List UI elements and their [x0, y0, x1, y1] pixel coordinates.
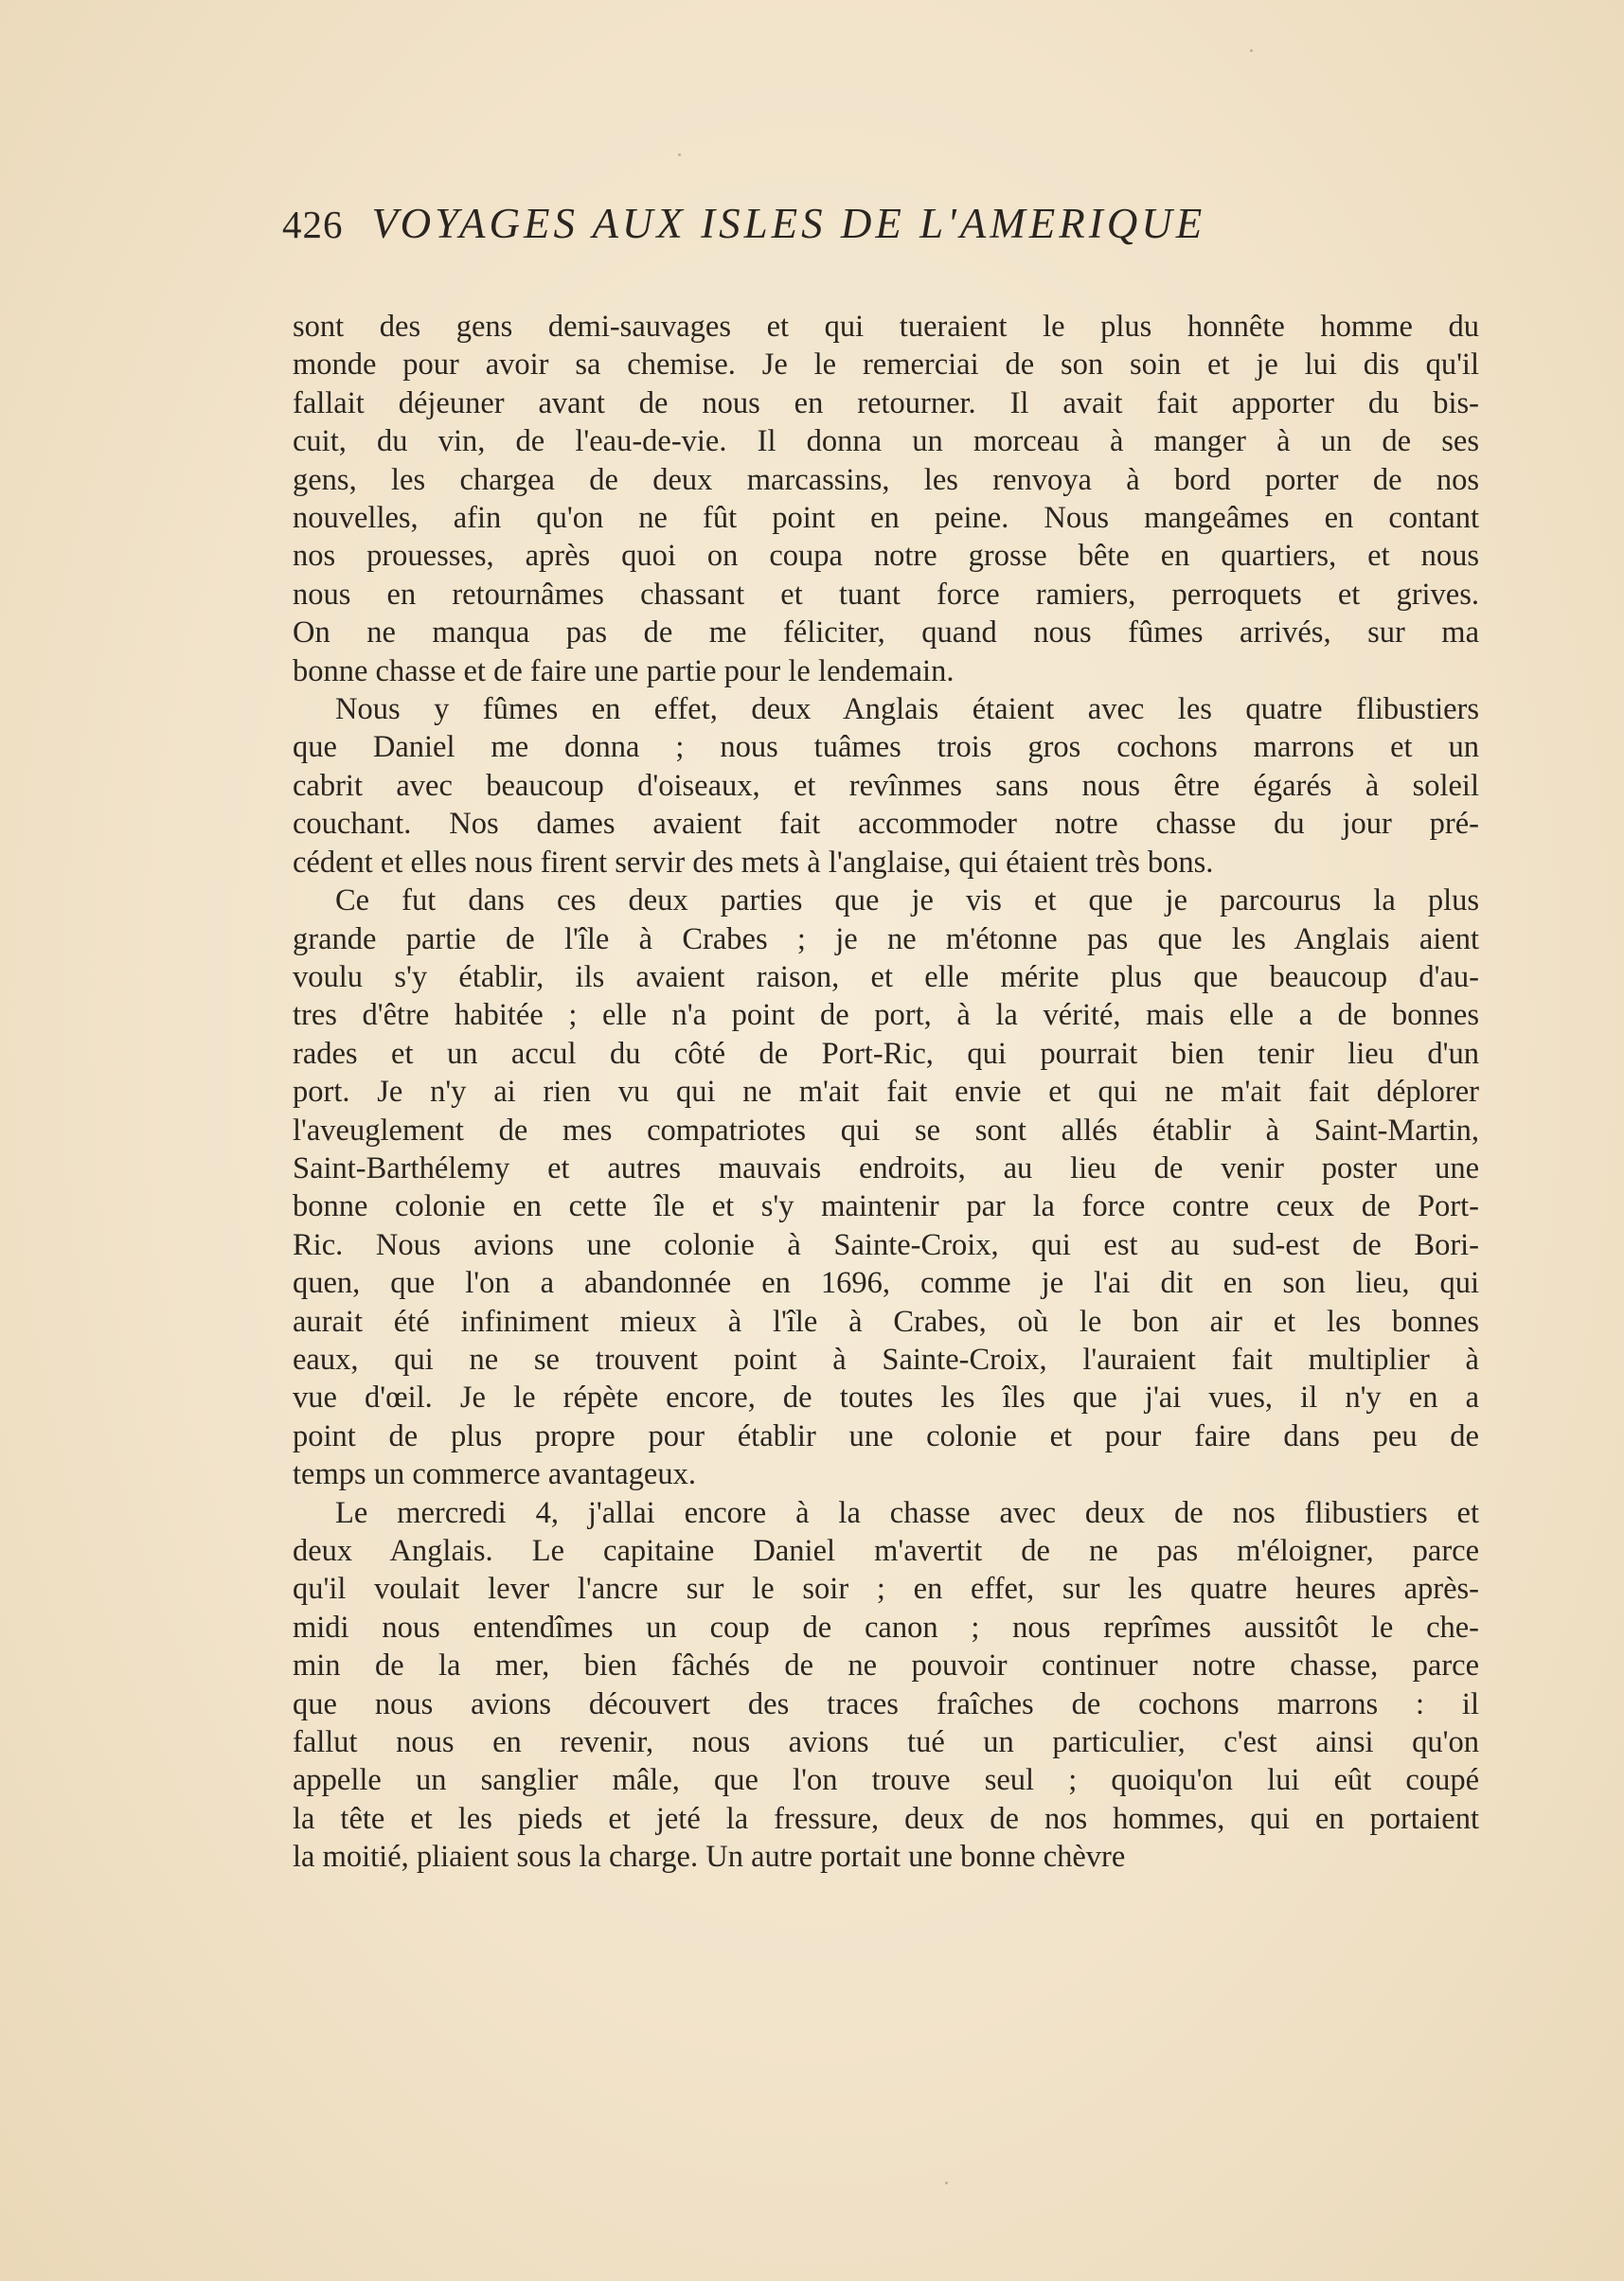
paragraphs [293, 308, 1479, 1877]
text-line: port. Je n'y ai rien vu qui ne m'ait fait envie et qui ne m'ait fait déplorer [293, 1075, 1479, 1110]
text-line: point de plus propre pour établir une colonie et pour faire dans peu de [293, 1418, 1479, 1453]
text-line: nos prouesses, après quoi on coupa notre grosse bête en quartiers, et nous [293, 539, 1479, 574]
text-line: voulu s'y établir, ils avaient raison, et elle mérite plus que beaucoup d'au- [293, 959, 1479, 994]
text-line: couchant. Nos dames avaient fait accommoder notre chasse du jour pré- [293, 807, 1479, 842]
page-number: 426 [282, 203, 344, 246]
text-line: cédent et elles nous firent servir des mets à l'anglaise, qui étaient très bons. [293, 845, 1214, 880]
paragraph [293, 308, 1479, 690]
text-line: la moitié, pliaient sous la charge. Un autre portait une bonne chèvre [293, 1840, 1126, 1875]
text-line: appelle un sanglier mâle, que l'on trouve seul ; quoiqu'on lui eût coupé [293, 1763, 1479, 1798]
text-line: midi nous entendîmes un coup de canon ; nous reprîmes aussitôt le che- [293, 1610, 1479, 1645]
text-line: fallait déjeuner avant de nous en retourner. Il avait fait apporter du bis- [293, 385, 1479, 420]
text-line: cabrit avec beaucoup d'oiseaux, et revînmes sans nous être égarés à soleil [293, 768, 1479, 803]
text-line: tres d'être habitée ; elle n'a point de port, à la vérité, mais elle a de bonnes [293, 998, 1479, 1033]
text-line: nouvelles, afin qu'on ne fût point en peine. Nous mangeâmes en contant [293, 501, 1479, 536]
running-title: VOYAGES AUX ISLES DE L'AMERIQUE [371, 200, 1206, 247]
text-line: bonne colonie en cette île et s'y maintenir par la force contre ceux de Port- [293, 1189, 1479, 1224]
text-line: eaux, qui ne se trouvent point à Sainte-Croix, l'auraient fait multiplier à [293, 1342, 1479, 1377]
text-line: Ce fut dans ces deux parties que je vis et que je parcourus la plus [335, 883, 1479, 918]
text-line: vue d'œil. Je le répète encore, de toutes les îles que j'ai vues, il n'y en a [293, 1381, 1479, 1416]
text-line: que Daniel me donna ; nous tuâmes trois gros cochons marrons et un [293, 730, 1479, 765]
text-line: qu'il voulait lever l'ancre sur le soir ; en effet, sur les quatre heures après- [293, 1572, 1479, 1607]
body-text [293, 308, 1479, 1877]
text-line: Ric. Nous avions une colonie à Sainte-Croix, qui est au sud-est de Bori- [293, 1227, 1479, 1262]
paragraph [293, 1494, 1479, 1877]
text-line: l'aveuglement de mes compatriotes qui se sont allés établir à Saint-Martin, [293, 1113, 1479, 1148]
text-line: Nous y fûmes en effet, deux Anglais étaient avec les quatre flibustiers [335, 692, 1479, 727]
paper-speck [1250, 49, 1253, 52]
text-line: min de la mer, bien fâchés de ne pouvoir continuer notre chasse, parce [293, 1648, 1479, 1684]
text-line: Le mercredi 4, j'allai encore à la chasse avec deux de nos flibustiers et [335, 1495, 1479, 1530]
text-line: On ne manqua pas de me féliciter, quand nous fûmes arrivés, sur ma [293, 615, 1479, 650]
text-line: Saint-Barthélemy et autres mauvais endroits, au lieu de venir poster une [293, 1150, 1479, 1185]
text-line: bonne chasse et de faire une partie pour le lendemain. [293, 653, 955, 688]
paper-speck [945, 2182, 948, 2184]
text-line: sont des gens demi-sauvages et qui tueraient le plus honnête homme du [293, 310, 1479, 344]
paragraph [293, 882, 1479, 1494]
text-line: fallut nous en revenir, nous avions tué un particulier, c'est ainsi qu'on [293, 1725, 1479, 1760]
text-line: deux Anglais. Le capitaine Daniel m'avertit de ne pas m'éloigner, parce [293, 1534, 1479, 1568]
running-head [282, 199, 1419, 265]
paper-speck [678, 153, 681, 156]
text-line: monde pour avoir sa chemise. Je le remerciai de son soin et je lui dis qu'il [293, 347, 1479, 383]
text-line: que nous avions découvert des traces fraîches de cochons marrons : il [293, 1686, 1479, 1721]
text-line: aurait été infiniment mieux à l'île à Crabes, où le bon air et les bonnes [293, 1304, 1479, 1339]
text-line: cuit, du vin, de l'eau-de-vie. Il donna un morceau à manger à un de ses [293, 424, 1479, 459]
text-line: grande partie de l'île à Crabes ; je ne m'étonne pas que les Anglais aient [293, 921, 1479, 956]
paragraph [293, 690, 1479, 882]
text-line: temps un commerce avantageux. [293, 1457, 696, 1492]
text-line: nous en retournâmes chassant et tuant force ramiers, perroquets et grives. [293, 577, 1479, 612]
text-line: la tête et les pieds et jeté la fressure, deux de nos hommes, qui en portaient [293, 1801, 1479, 1836]
text-line: gens, les chargea de deux marcassins, les renvoya à bord porter de nos [293, 462, 1479, 497]
text-line: rades et un accul du côté de Port-Ric, qui pourrait bien tenir lieu d'un [293, 1036, 1479, 1071]
text-line: quen, que l'on a abandonnée en 1696, comme je l'ai dit en son lieu, qui [293, 1266, 1479, 1301]
